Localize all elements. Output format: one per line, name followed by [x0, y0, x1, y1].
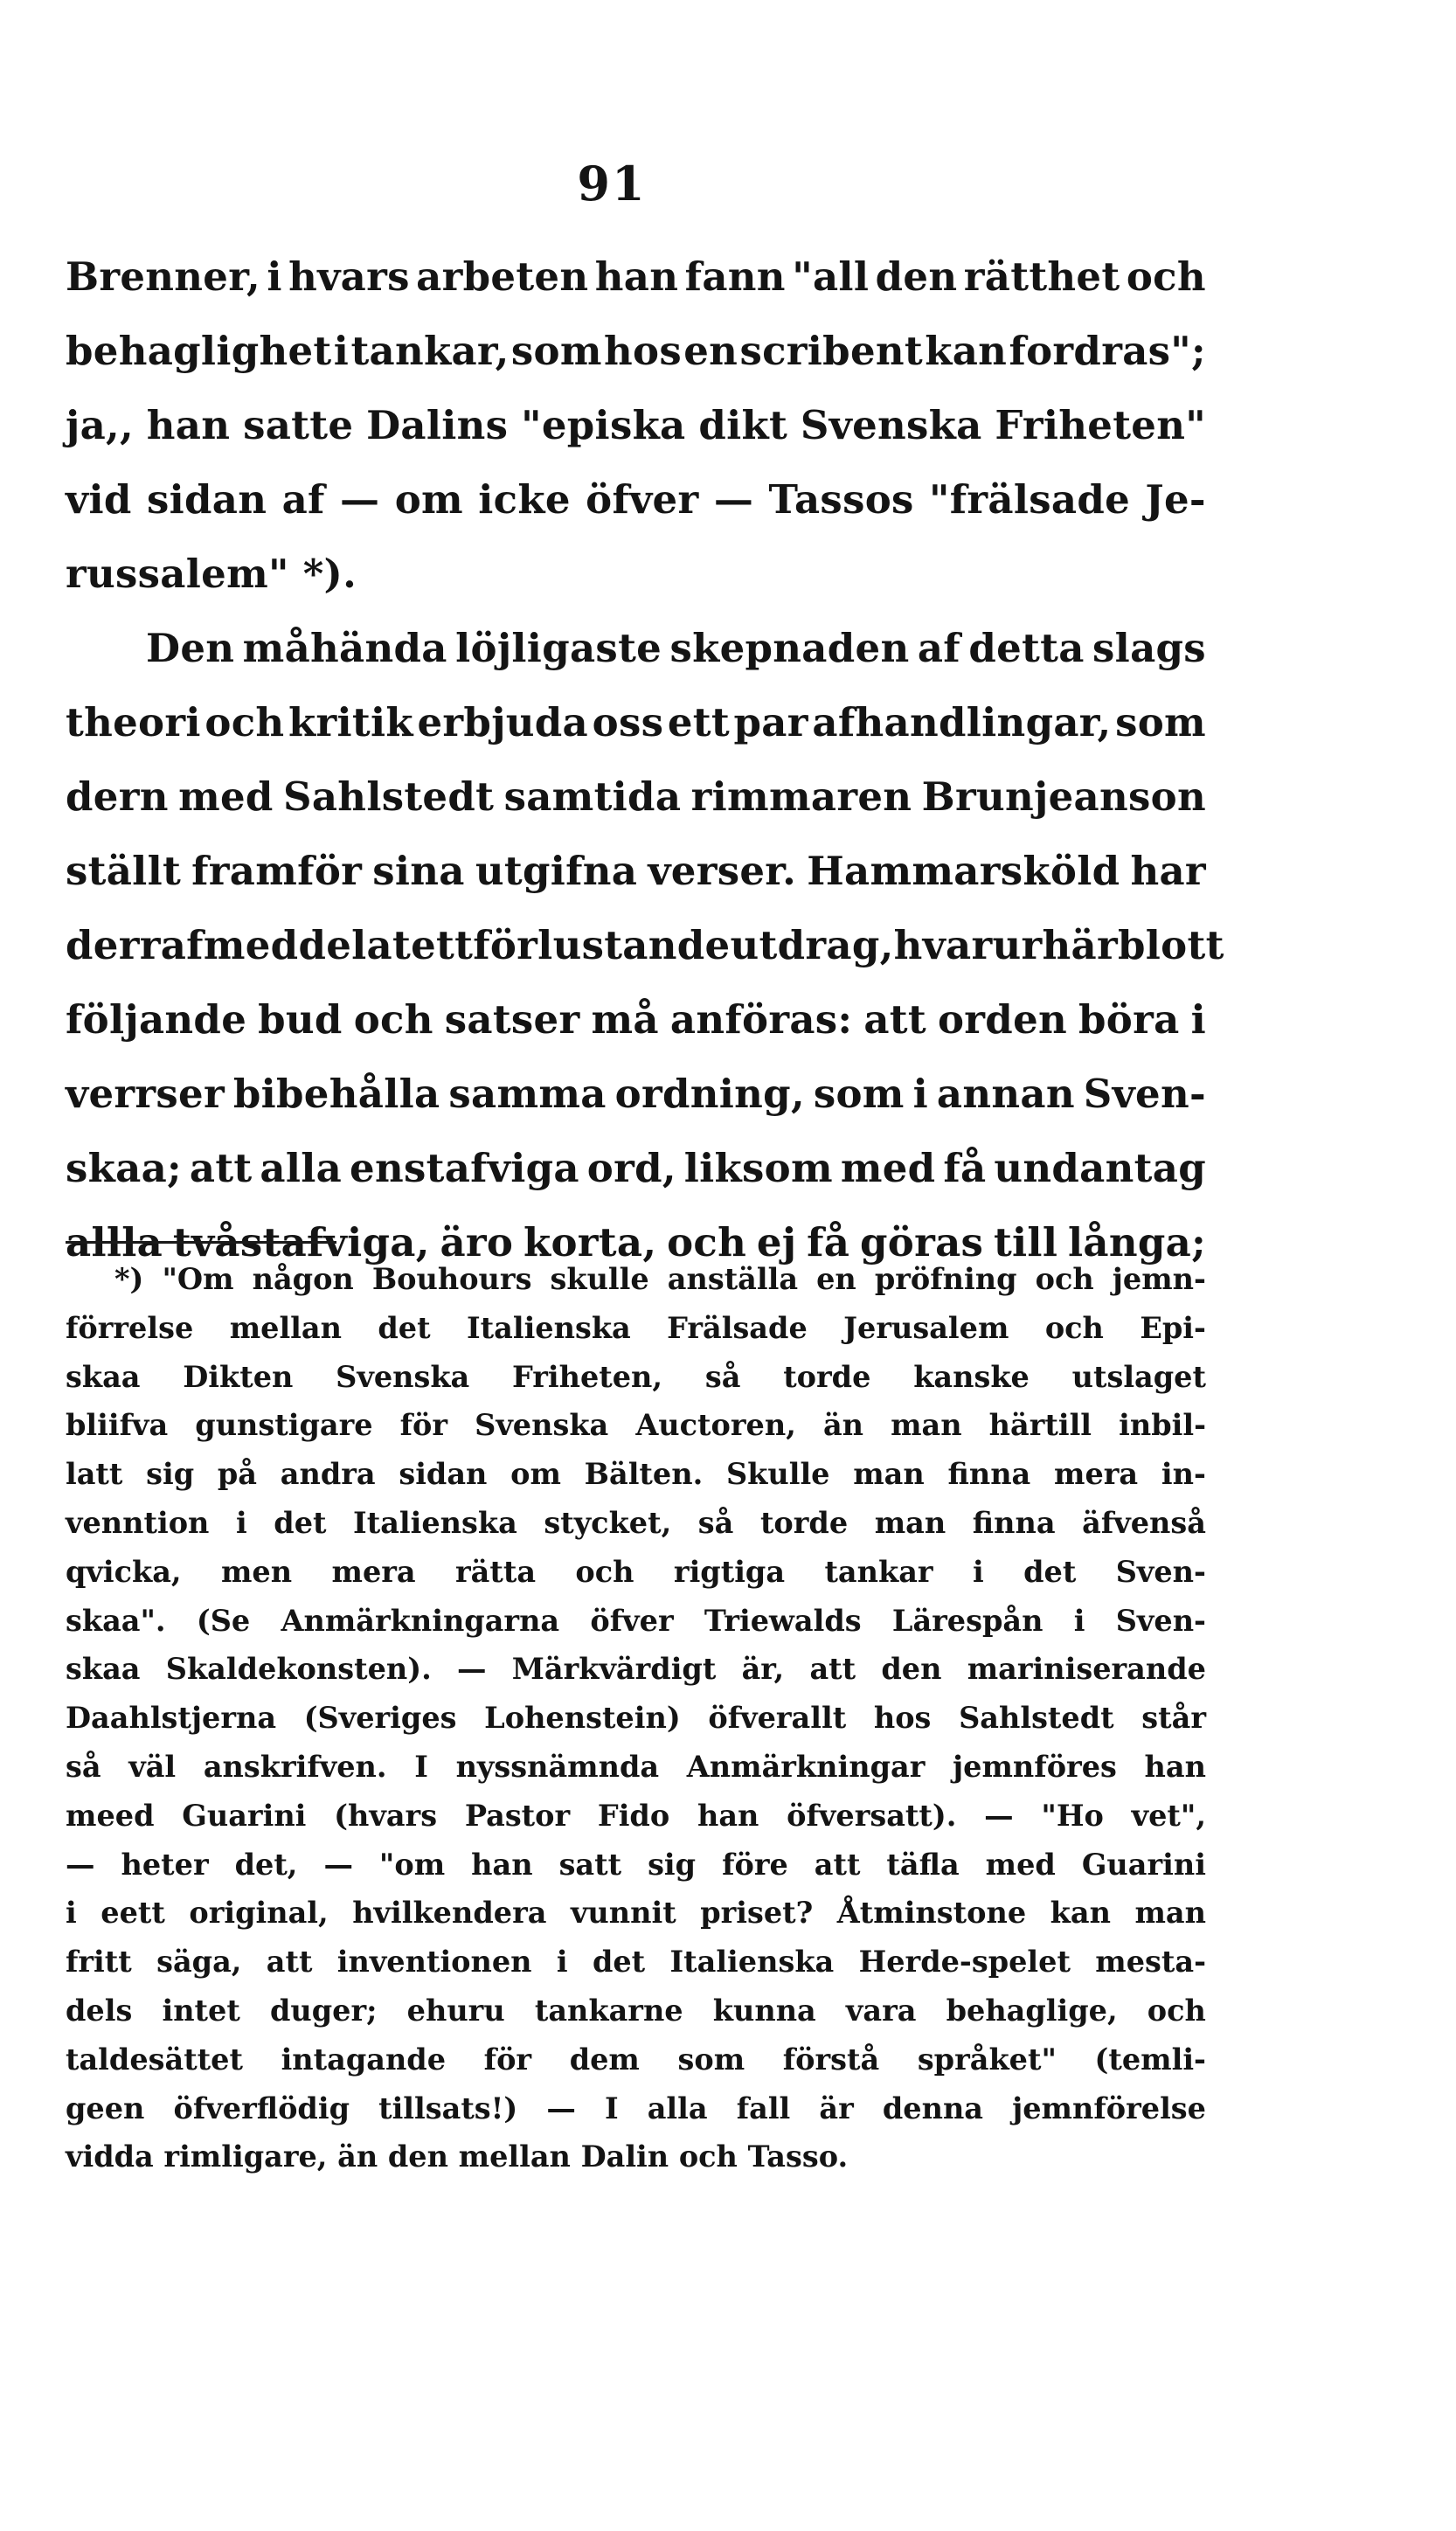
text-line: Den måhända löjligaste skepnaden af detta slags	[146, 625, 1206, 671]
footnote-line: — heter det, — "om han satt sig före att täfla med Guarini	[66, 1847, 1206, 1882]
footnote-line: taldesättet intagande för dem som förstå språket" (temli-	[66, 2042, 1206, 2077]
footnote-line: bliifva gunstigare för Svenska Auctoren, än man härtill inbil-	[66, 1408, 1206, 1443]
footnote-line: meed Guarini (hvars Pastor Fido han öfversatt). — "Ho vet",	[66, 1798, 1206, 1833]
text-line: verrser bibehålla samma ordning, som i annan Sven-	[66, 1071, 1206, 1117]
text-line: russalem" *).	[66, 551, 357, 597]
footnote-line: skaa Dikten Svenska Friheten, så torde kanske utslaget	[66, 1359, 1206, 1394]
footnote	[66, 1262, 1206, 2188]
footnote-line: geen öfverflödig tillsats!) — I alla fall är denna jemnförelse	[66, 2091, 1206, 2125]
text-line: följande bud och satser må anföras: att orden böra i	[66, 996, 1206, 1043]
text-line: ställt framför sina utgifna verser. Hammarsköld har	[66, 848, 1206, 894]
text-line: skaa; att alla enstafviga ord, liksom med få undantag	[66, 1145, 1206, 1191]
footnote-line: i eett original, hvilkendera vunnit priset? Åtminstone kan man	[66, 1896, 1206, 1931]
footnote-line: venntion i det Italienska stycket, så torde man finna äfvenså	[66, 1505, 1206, 1540]
page-number: 91	[577, 156, 647, 211]
text-line: theori och kritik erbjuda oss ett par afhandlingar, som	[66, 699, 1206, 745]
footnote-divider	[66, 1241, 336, 1244]
footnote-line: vidda rimligare, än den mellan Dalin och Tasso.	[66, 2139, 849, 2174]
footnote-line: qvicka, men mera rätta och rigtiga tankar i det Sven-	[66, 1554, 1206, 1589]
footnote-line: förrelse mellan det Italienska Frälsade Jerusalem och Epi-	[66, 1310, 1206, 1345]
footnote-line: fritt säga, att inventionen i det Italienska Herde-spelet mesta-	[66, 1945, 1206, 1980]
footnote-line: så väl anskrifven. I nyssnämnda Anmärkningar jemnföres han	[66, 1749, 1206, 1784]
text-line: vid sidan af — om icke öfver — Tassos "frälsade Je-	[66, 476, 1206, 523]
footnote-line: skaa Skaldekonsten). — Märkvärdigt är, att den mariniserande	[66, 1652, 1206, 1687]
text-line: derraf meddelat ett förlustande utdrag, hvarur här blott	[66, 922, 1224, 968]
footnote-line: dels intet duger; ehuru tankarne kunna vara behaglige, och	[66, 1993, 1206, 2028]
text-line: dern med Sahlstedt samtida rimmaren Brunjeanson	[66, 773, 1206, 820]
footnote-line: skaa". (Se Anmärkningarna öfver Triewalds Lärespån i Sven-	[66, 1603, 1206, 1638]
footnote-line: Daahlstjerna (Sveriges Lohenstein) öfverallt hos Sahlstedt står	[66, 1701, 1206, 1736]
footnote-line: *) "Om någon Bouhours skulle anställa en pröfning och jemn-	[114, 1262, 1206, 1296]
text-line: ja,, han satte Dalins "episka dikt Svenska Friheten"	[66, 402, 1206, 448]
footnote-line: latt sig på andra sidan om Bälten. Skulle man finna mera in-	[66, 1457, 1206, 1492]
text-line: allla tvåstafviga, äro korta, och ej få göras till långa;	[66, 1219, 1206, 1266]
text-line: Brenner, i hvars arbeten han fann "all den rätthet och	[66, 253, 1206, 300]
text-line: behaglighet i tankar, som hos en scribent kan fordras";	[66, 328, 1206, 374]
main-text	[66, 253, 1224, 1293]
